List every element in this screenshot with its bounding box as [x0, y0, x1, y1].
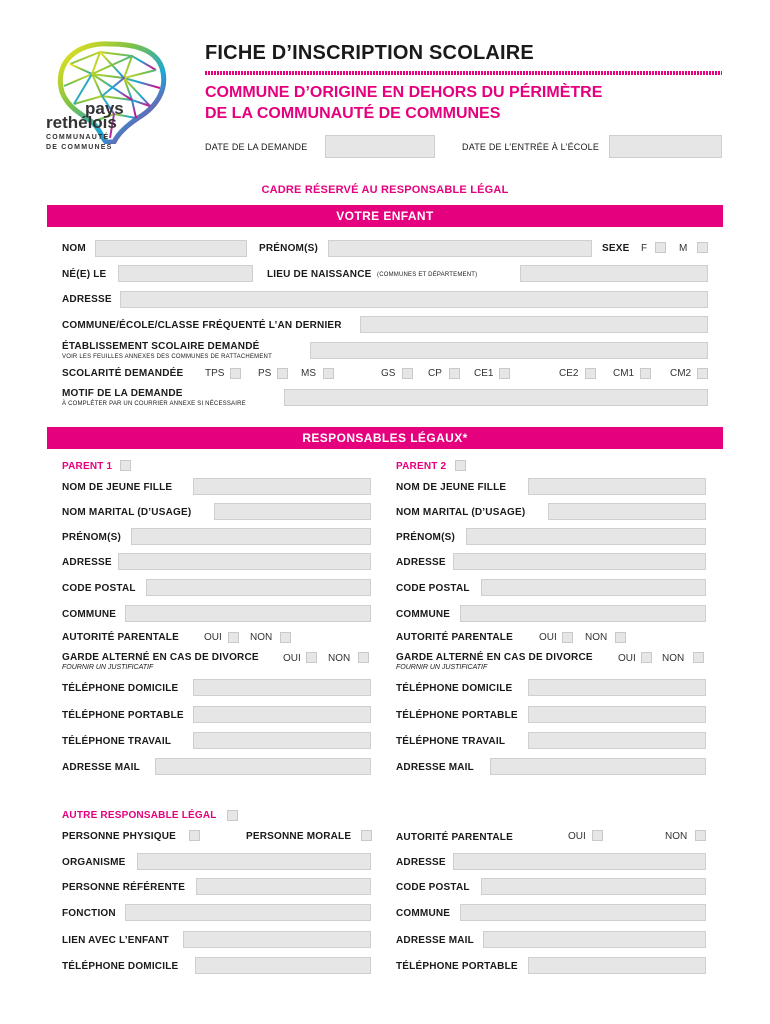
- parent1-checkbox[interactable]: [120, 460, 131, 471]
- date-demande-field[interactable]: [325, 135, 435, 158]
- enfant-lieu-label: LIEU DE NAISSANCE: [267, 269, 372, 280]
- section-bar-responsables: RESPONSABLES LÉGAUX*: [47, 427, 723, 449]
- referente-label: PERSONNE RÉFÉRENTE: [62, 882, 186, 893]
- p2-nom-marital-field[interactable]: [548, 503, 706, 520]
- fonction-field[interactable]: [125, 904, 371, 921]
- niveau-ps-checkbox[interactable]: [277, 368, 288, 379]
- autre-mail-field[interactable]: [483, 931, 706, 948]
- autre-responsable-checkbox[interactable]: [227, 810, 238, 821]
- enfant-lieu-field[interactable]: [520, 265, 708, 282]
- niveau-ce1-label: CE1: [474, 368, 494, 379]
- etablissement-field[interactable]: [310, 342, 708, 359]
- p2-tel-travail-field[interactable]: [528, 732, 706, 749]
- p1-code-postal-field[interactable]: [146, 579, 371, 596]
- enfant-ne-le-label: NÉ(E) LE: [62, 269, 107, 280]
- p2-garde-non-label: NON: [662, 653, 685, 664]
- date-entree-label: DATE DE L’ENTRÉE À L’ÉCOLE: [462, 142, 600, 152]
- sexe-m-label: M: [679, 243, 688, 254]
- logo-text-de-communes: DE COMMUNES: [46, 144, 113, 151]
- autre-code-postal-label: CODE POSTAL: [396, 882, 470, 893]
- p2-tel-domicile-field[interactable]: [528, 679, 706, 696]
- personne-physique-label: PERSONNE PHYSIQUE: [62, 831, 176, 842]
- p1-adresse-field[interactable]: [118, 553, 371, 570]
- p1-prenoms-label: PRÉNOM(S): [62, 532, 122, 543]
- p1-tel-portable-field[interactable]: [193, 706, 371, 723]
- autre-autorite-oui-checkbox[interactable]: [592, 830, 603, 841]
- niveau-cp-checkbox[interactable]: [449, 368, 460, 379]
- logo-text-pays: pays: [85, 99, 124, 118]
- p2-mail-label: ADRESSE MAIL: [396, 762, 474, 773]
- date-demande-label: DATE DE LA DEMANDE: [205, 142, 308, 152]
- p1-autorite-non-checkbox[interactable]: [280, 632, 291, 643]
- p1-garde-oui-label: OUI: [283, 653, 301, 664]
- p1-nom-marital-field[interactable]: [214, 503, 371, 520]
- p2-prenoms-field[interactable]: [466, 528, 706, 545]
- p1-tel-travail-label: TÉLÉPHONE TRAVAIL: [62, 736, 172, 747]
- p1-tel-portable-label: TÉLÉPHONE PORTABLE: [62, 710, 184, 721]
- p2-justificatif-note: FOURNIR UN JUSTIFICATIF: [396, 664, 488, 671]
- form-subtitle-line2: DE LA COMMUNAUTÉ DE COMMUNES: [205, 105, 501, 122]
- p1-nom-marital-label: NOM MARITAL (D’USAGE): [62, 507, 192, 518]
- cadre-reserve: CADRE RÉSERVÉ AU RESPONSABLE LÉGAL: [261, 184, 509, 196]
- p2-commune-label: COMMUNE: [396, 609, 451, 620]
- niveau-cm2-label: CM2: [670, 368, 692, 379]
- autre-adresse-field[interactable]: [453, 853, 706, 870]
- p1-garde-non-label: NON: [328, 653, 351, 664]
- parent2-title: PARENT 2: [396, 461, 447, 472]
- p2-nom-jeune-fille-field[interactable]: [528, 478, 706, 495]
- p1-tel-travail-field[interactable]: [193, 732, 371, 749]
- p1-commune-label: COMMUNE: [62, 609, 117, 620]
- personne-morale-checkbox[interactable]: [361, 830, 372, 841]
- organisme-field[interactable]: [137, 853, 371, 870]
- p2-commune-field[interactable]: [460, 605, 706, 622]
- autre-autorite-label: AUTORITÉ PARENTALE: [396, 832, 513, 843]
- p1-mail-label: ADRESSE MAIL: [62, 762, 140, 773]
- enfant-ne-le-field[interactable]: [118, 265, 253, 282]
- p1-garde-oui-checkbox[interactable]: [306, 652, 317, 663]
- lien-enfant-label: LIEN AVEC L’ENFANT: [62, 935, 169, 946]
- niveau-ms-checkbox[interactable]: [323, 368, 334, 379]
- scolarite-label: SCOLARITÉ DEMANDÉE: [62, 368, 184, 379]
- p1-autorite-non-label: NON: [250, 632, 273, 643]
- enfant-lieu-note: (COMMUNES ET DÉPARTEMENT): [377, 272, 478, 278]
- logo: [40, 34, 190, 174]
- p2-tel-travail-label: TÉLÉPHONE TRAVAIL: [396, 736, 506, 747]
- autre-tel-portable-field[interactable]: [528, 957, 706, 974]
- personne-physique-checkbox[interactable]: [189, 830, 200, 841]
- motif-label: MOTIF DE LA DEMANDE: [62, 388, 183, 399]
- niveau-ms-label: MS: [301, 368, 316, 379]
- p2-tel-portable-label: TÉLÉPHONE PORTABLE: [396, 710, 518, 721]
- autre-commune-field[interactable]: [460, 904, 706, 921]
- lien-enfant-field[interactable]: [183, 931, 371, 948]
- autre-autorite-non-checkbox[interactable]: [695, 830, 706, 841]
- etablissement-label: ÉTABLISSEMENT SCOLAIRE DEMANDÉ: [62, 341, 260, 352]
- p1-tel-domicile-label: TÉLÉPHONE DOMICILE: [62, 683, 179, 694]
- p2-mail-field[interactable]: [490, 758, 706, 775]
- p2-garde-non-checkbox[interactable]: [693, 652, 704, 663]
- niveau-cp-label: CP: [428, 368, 442, 379]
- enfant-adresse-label: ADRESSE: [62, 294, 112, 305]
- enfant-prenoms-label: PRÉNOM(S): [259, 243, 319, 254]
- autre-autorite-non-label: NON: [665, 831, 688, 842]
- p2-adresse-label: ADRESSE: [396, 557, 446, 568]
- p2-nom-jeune-fille-label: NOM DE JEUNE FILLE: [396, 482, 507, 493]
- p1-autorite-oui-checkbox[interactable]: [228, 632, 239, 643]
- p2-code-postal-label: CODE POSTAL: [396, 583, 470, 594]
- p1-autorite-label: AUTORITÉ PARENTALE: [62, 632, 179, 643]
- p1-code-postal-label: CODE POSTAL: [62, 583, 136, 594]
- niveau-cm1-label: CM1: [613, 368, 635, 379]
- parent1-title: PARENT 1: [62, 461, 113, 472]
- p2-tel-domicile-label: TÉLÉPHONE DOMICILE: [396, 683, 513, 694]
- p2-garde-oui-label: OUI: [618, 653, 636, 664]
- autre-responsable-title: AUTRE RESPONSABLE LÉGAL: [62, 810, 217, 821]
- motif-note: À COMPLÉTER PAR UN COURRIER ANNEXE SI NÉCESSAIRE: [62, 401, 246, 407]
- niveau-tps-label: TPS: [205, 368, 225, 379]
- p2-autorite-label: AUTORITÉ PARENTALE: [396, 632, 513, 643]
- p2-nom-marital-label: NOM MARITAL (D’USAGE): [396, 507, 526, 518]
- commune-ecole-field[interactable]: [360, 316, 708, 333]
- p1-tel-domicile-field[interactable]: [193, 679, 371, 696]
- autre-commune-label: COMMUNE: [396, 908, 451, 919]
- enfant-adresse-field[interactable]: [120, 291, 708, 308]
- logo-text-rethelois: rethélois: [46, 113, 117, 132]
- autre-mail-label: ADRESSE MAIL: [396, 935, 474, 946]
- autre-tel-domicile-label: TÉLÉPHONE DOMICILE: [62, 961, 179, 972]
- p2-garde-oui-checkbox[interactable]: [641, 652, 652, 663]
- niveau-gs-label: GS: [381, 368, 396, 379]
- enfant-nom-label: NOM: [62, 243, 86, 254]
- niveau-ce2-label: CE2: [559, 368, 579, 379]
- parent2-checkbox[interactable]: [455, 460, 466, 471]
- p1-nom-jeune-fille-label: NOM DE JEUNE FILLE: [62, 482, 173, 493]
- p2-code-postal-field[interactable]: [481, 579, 706, 596]
- p1-adresse-label: ADRESSE: [62, 557, 112, 568]
- enfant-nom-field[interactable]: [95, 240, 247, 257]
- sexe-f-checkbox[interactable]: [655, 242, 666, 253]
- p1-mail-field[interactable]: [155, 758, 371, 775]
- niveau-gs-checkbox[interactable]: [402, 368, 413, 379]
- organisme-label: ORGANISME: [62, 857, 126, 868]
- autre-tel-domicile-field[interactable]: [195, 957, 371, 974]
- niveau-cm1-checkbox[interactable]: [640, 368, 651, 379]
- niveau-ps-label: PS: [258, 368, 272, 379]
- p1-garde-non-checkbox[interactable]: [358, 652, 369, 663]
- referente-field[interactable]: [196, 878, 371, 895]
- p1-autorite-oui-label: OUI: [204, 632, 222, 643]
- form-title: FICHE D’INSCRIPTION SCOLAIRE: [205, 42, 534, 64]
- title-underline: [205, 71, 722, 75]
- sexe-m-checkbox[interactable]: [697, 242, 708, 253]
- niveau-ce1-checkbox[interactable]: [499, 368, 510, 379]
- enfant-prenoms-field[interactable]: [328, 240, 592, 257]
- logo-text-communaute: COMMUNAUTÉ: [46, 134, 110, 141]
- p2-autorite-non-label: NON: [585, 632, 608, 643]
- p1-prenoms-field[interactable]: [131, 528, 371, 545]
- date-entree-field[interactable]: [609, 135, 722, 158]
- section-bar-enfant: VOTRE ENFANT: [47, 205, 723, 227]
- p1-nom-jeune-fille-field[interactable]: [193, 478, 371, 495]
- form-subtitle-line1: COMMUNE D’ORIGINE EN DEHORS DU PÉRIMÈTRE: [205, 84, 603, 101]
- p1-commune-field[interactable]: [125, 605, 371, 622]
- p2-tel-portable-field[interactable]: [528, 706, 706, 723]
- p1-justificatif-note: FOURNIR UN JUSTIFICATIF: [62, 664, 154, 671]
- p2-garde-label: GARDE ALTERNÉ EN CAS DE DIVORCE: [396, 652, 593, 663]
- fonction-label: FONCTION: [62, 908, 116, 919]
- niveau-ce2-checkbox[interactable]: [585, 368, 596, 379]
- p2-autorite-oui-label: OUI: [539, 632, 557, 643]
- sexe-f-label: F: [641, 243, 648, 254]
- autre-tel-portable-label: TÉLÉPHONE PORTABLE: [396, 961, 518, 972]
- motif-field[interactable]: [284, 389, 708, 406]
- etablissement-note: VOIR LES FEUILLES ANNEXES DES COMMUNES DE RATTACHEMENT: [62, 354, 272, 360]
- p2-autorite-oui-checkbox[interactable]: [562, 632, 573, 643]
- autre-code-postal-field[interactable]: [481, 878, 706, 895]
- autre-autorite-oui-label: OUI: [568, 831, 586, 842]
- enfant-sexe-label: SEXE: [602, 243, 630, 254]
- p2-autorite-non-checkbox[interactable]: [615, 632, 626, 643]
- p2-prenoms-label: PRÉNOM(S): [396, 532, 456, 543]
- p1-garde-label: GARDE ALTERNÉ EN CAS DE DIVORCE: [62, 652, 259, 663]
- personne-morale-label: PERSONNE MORALE: [246, 831, 352, 842]
- niveau-tps-checkbox[interactable]: [230, 368, 241, 379]
- p2-adresse-field[interactable]: [453, 553, 706, 570]
- autre-adresse-label: ADRESSE: [396, 857, 446, 868]
- niveau-cm2-checkbox[interactable]: [697, 368, 708, 379]
- commune-ecole-label: COMMUNE/ÉCOLE/CLASSE FRÉQUENTÉ L’AN DERNIER: [62, 320, 342, 331]
